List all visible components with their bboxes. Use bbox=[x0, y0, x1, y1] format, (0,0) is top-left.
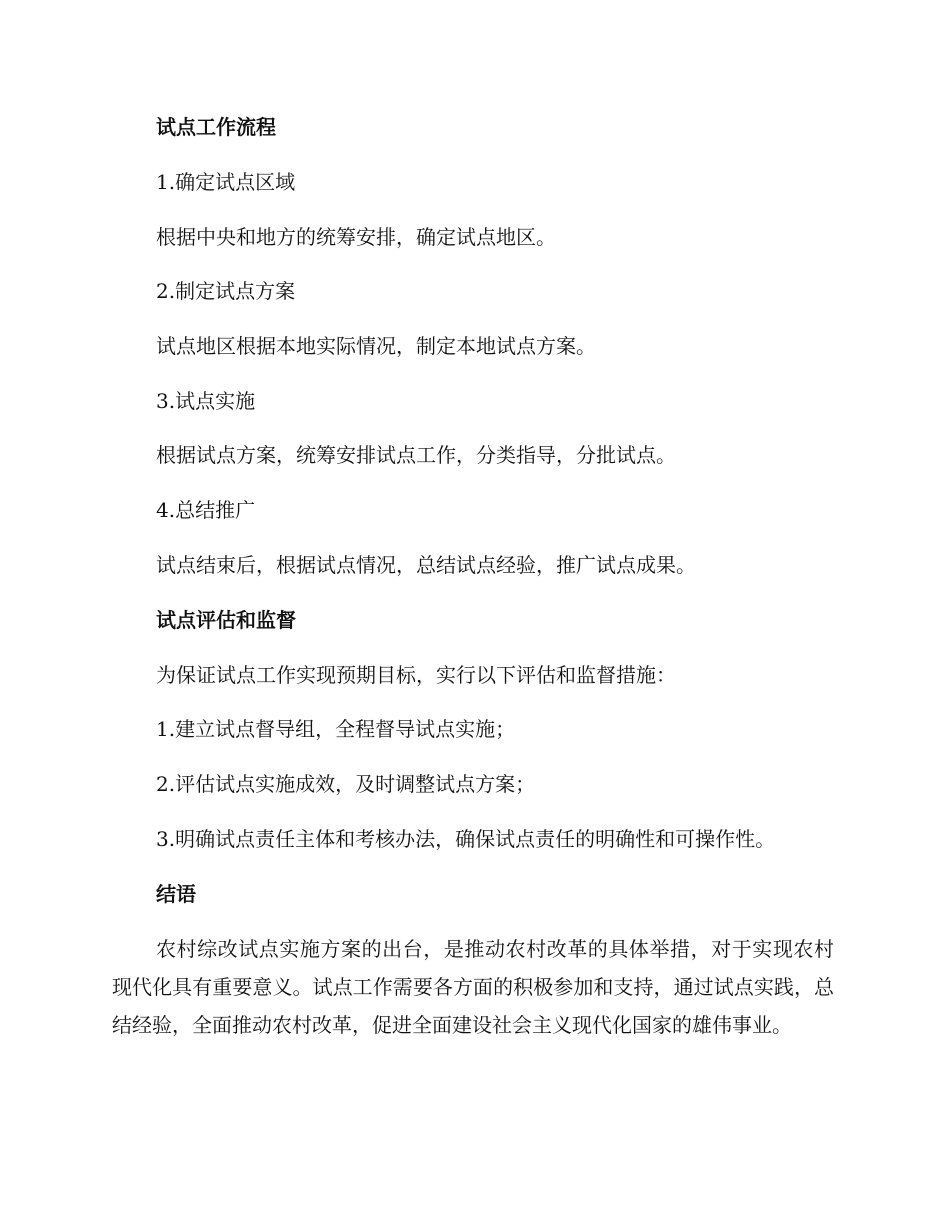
evaluation-item-2: 2.评估试点实施成效，及时调整试点方案； bbox=[156, 772, 536, 796]
step-1-title: 1.确定试点区域 bbox=[156, 170, 296, 194]
step-1-description: 根据中央和地方的统筹安排，确定试点地区。 bbox=[156, 225, 556, 249]
evaluation-intro: 为保证试点工作实现预期目标，实行以下评估和监督措施： bbox=[156, 663, 676, 687]
evaluation-item-3: 3.明确试点责任主体和考核办法，确保试点责任的明确性和可操作性。 bbox=[156, 827, 776, 851]
step-3-title: 3.试点实施 bbox=[156, 389, 256, 413]
step-4-title: 4.总结推广 bbox=[156, 498, 256, 522]
step-2-title: 2.制定试点方案 bbox=[156, 279, 296, 303]
conclusion-paragraph: 农村综改试点实施方案的出台，是推动农村改革的具体举措，对于实现农村现代化具有重要意义。试点工作需要各方面的积极参加和支持，通过试点实践，总结经验，全面推动农村改革，促进全面建设社会主义现代化国家的雄伟事业。 bbox=[112, 937, 834, 1037]
section-heading-conclusion: 结语 bbox=[156, 882, 196, 906]
evaluation-item-1: 1.建立试点督导组，全程督导试点实施； bbox=[156, 717, 516, 741]
step-4-description: 试点结束后，根据试点情况，总结试点经验，推广试点成果。 bbox=[156, 553, 696, 577]
section-heading-workflow: 试点工作流程 bbox=[156, 115, 276, 139]
step-2-description: 试点地区根据本地实际情况，制定本地试点方案。 bbox=[156, 334, 596, 358]
section-heading-evaluation: 试点评估和监督 bbox=[156, 608, 296, 632]
step-3-description: 根据试点方案，统筹安排试点工作，分类指导，分批试点。 bbox=[156, 443, 676, 467]
